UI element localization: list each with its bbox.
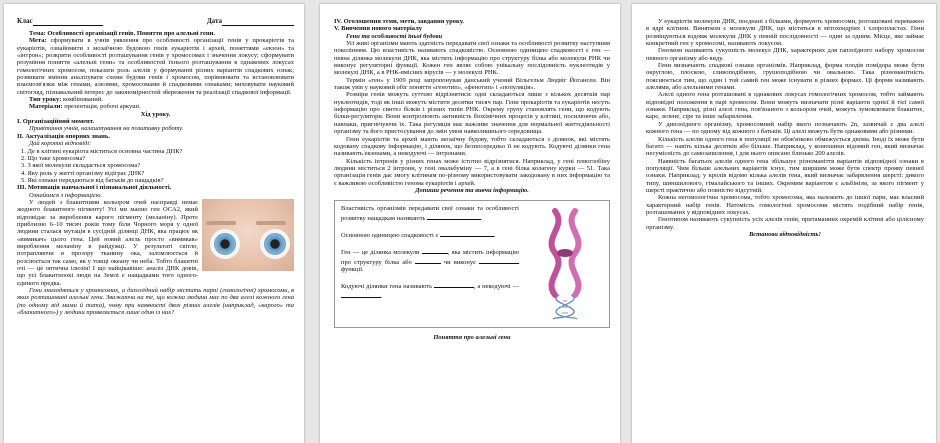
lesson-topic: Тема: Особливості організації генів. Поняття про алельні гени. [29, 30, 216, 37]
task-instruction: Допиши речення та вивчи інформацію. [415, 186, 529, 194]
subheading-genes: Гени та особливості їньої будови [346, 32, 443, 40]
answer-blank[interactable] [427, 213, 481, 220]
paragraph: Генотипом називають сукупність усіх алелів генів, притаманних окремій клітині або цілісному організму. [646, 216, 924, 231]
motivation-question: Гени знаходяться у хромосомах, а диплоїдний набір містить парні (гомологічні) хромосоми, в яких розташовані алельні гени. Зважаючи на те, що кожна людина має по два алелі кожного гена (по одному від мами й тата), чому при наявності двох різних алелів (наприклад, «карого» та «блакитного») у людини проявляється лише один із них? [17, 287, 294, 317]
fill-in-box [334, 200, 610, 328]
question-item: 4. Яку роль у житті організму відіграє ДНК? [21, 169, 145, 177]
document-page-2 [320, 4, 620, 443]
paragraph: Геномом називають сукупність молекул ДНК, характерних для гаплоїдного набору хромосом певного організму або виду. [646, 47, 924, 62]
answer-blank[interactable] [415, 257, 441, 264]
eye-left-icon [210, 229, 240, 259]
question-item: 2. Що таке хромосома? [21, 154, 86, 162]
paragraph: Гени еукаріотів та архей мають мозаїчну будову, тобто складаються з ділянок, які містять кодовану спадкову інформацію, і ділянок, що безпосередньо її не кодують. Кодуючі ділянки гена називають екзонами, а некодуючі — інтронами. [334, 135, 610, 158]
fill-sentence-1: Властивість організмів передавати свої ознаки та особливості розвитку нащадкам називають . [341, 205, 519, 222]
paragraph: Алелі одного гена розташовані в однакових локусах гомологічних хромосом, тобто займають відповідні положення в парі хромосом. Вони можуть визначати різні варіанти однієї й тієї самої ознаки. Наприклад, різні алелі гена, пов'язаного з кольором очей, можуть зумовлювати блакитне, каре, зелене, сіре та інше забарвлення. [646, 91, 924, 121]
section-1-note: Привітання учнів, налаштування на позитивну роботу. [29, 125, 184, 133]
section-2-heading: ІІ. Актуалізація опорних знань. [17, 132, 110, 140]
question-item: 5. Які ознаки передаються від батьків до нащадків? [21, 176, 164, 184]
question-item: 3. З якої молекули складається хромосома? [21, 162, 141, 170]
paragraph: У диплоїдного організму, хромосомний набір якого позначають 2n, зазвичай є два алелі кожного гена — по одному від кожного з батьків. Ці алелі можуть бути однаковими або різними. [646, 120, 924, 136]
answer-blank[interactable] [440, 230, 494, 237]
paragraph: Усі живі організми мають здатність передавати свої ознаки та особливості розвитку наступним поколінням. Цю властивість називають спадковістю. Основною одиницею спадковості є ген — певна ділянка молекули ДНК, яка містить інформацію про структуру білка або молекули РНК чи виконує регуляторні функції. Кожен ген являє собою унікальну послідовність нуклеотидів у молекулі ДНК, а в РНК-вмісних вірусів — у молекулі РНК. [334, 40, 610, 77]
eye-right-icon [260, 229, 290, 259]
blue-eyes-photo [202, 199, 294, 271]
subheading-alleles: Поняття про алельні гени [433, 334, 511, 342]
paragraph: У еукаріотів молекули ДНК, поєднані з білками, формують хромосоми, розташовані переважно в ядрі клітини. Винятком є молекули ДНК, що містяться в мітохондріях і хлоропластах. Гени розміщуються вздовж молекули ДНК у певній послідовності — один за одним. Місце, яке займає конкретний ген у хромосомі, називають локусом. [646, 18, 924, 48]
paragraph: Розміри генів можуть суттєво відрізнятися: одні складаються лише з кількох десятків пар нуклеотидів, тоді як інші можуть містити десятки тисяч пар. Гени прокаріотів та еукаріотів несуть інформацію про синтез білків і різних типів РНК. Окрему групу становлять гени, що кодують білки-регулятори. Вони контролюють активність біохімічних процесів у клітині, посилюючи або, навпаки, пригнічуючи їх. Така регуляція має важливе значення для нормальної життєдіяльності організму та його пристосування до змін умов навколишнього середовища. [334, 91, 610, 136]
fill-sentence-3: Ген — це ділянка молекули , яка містить інформацію про структуру білка або чи виконує функції. [341, 249, 519, 273]
paragraph: Кількість алелів одного гена в популяції не обов'язково обмежується двома. Іноді їх може бути багато — навіть кілька десятків або більше. Наприклад, у конюшини відомий ген, який визначає несумісність до самозапилення, і для нього описано близько 200 алелів. [646, 135, 924, 158]
class-field: Клас [17, 18, 103, 26]
section-3-note: Ознайомся з інформацією. [29, 191, 103, 199]
centromere [557, 249, 573, 257]
paragraph: Гени визначають спадкові ознаки організмів. Наприклад, форма плодів помідора може бути округлою, плоскою, сливоподібною, грушоподібною чи овальною. Така різноманітність пояснюється тим, що один і той самий ген може існувати в різних формах. Ці форми називають алелями, або алельними генами. [646, 62, 924, 92]
eyebrow-right [256, 221, 286, 225]
document-page-1 [4, 4, 304, 443]
section-2-note: Дай короткі відповіді: [29, 140, 92, 148]
fill-sentence-4: Кодуючі ділянки гена називають , а некодуючі — . [341, 283, 519, 300]
class-blank [33, 18, 103, 26]
lesson-materials: Матеріали: презентація, робочі аркуші. [29, 103, 141, 111]
date-blank [222, 18, 294, 26]
fill-sentence-2: Основною одиницею спадковості є . [341, 231, 496, 239]
header-row [17, 18, 294, 26]
question-item: 1. Де в клітині еукаріота міститься основна частина ДНК? [21, 147, 183, 155]
document-page-3 [632, 4, 936, 443]
answer-blank[interactable] [434, 281, 474, 288]
answer-blank[interactable] [422, 247, 448, 254]
date-field: Дата [207, 18, 294, 26]
answer-blank[interactable] [341, 291, 381, 298]
section-1-heading: І. Організаційний момент. [17, 118, 95, 126]
answer-blank[interactable] [479, 257, 519, 264]
lesson-goal: Мета: сформувати в учнів уявлення про особливості організації генів у прокаріотів та еукаріотів, ознайомити з мозаїчною будовою генів еукаріотів і архей, поняттями «екзон» та «інтрон»; розкрити особливості розташування генів у хромосомах і значення локусу; сформувати розуміння поняття «алельні гени» та особливостей їхнього розташування в однакових локусах гомологічних хромосом, показати роль алелів у формуванні різних варіантів спадкових ознак; розвивати вміння аналізувати схеми будови генів і хромосом, порівнювати та встановлювати взаємозв'язки між генами, алелями, хромосомами й спадковими ознаками; виховувати науковий світогляд, пізнавальний інтерес до закономірностей збереження та реалізації спадкової інформації. [17, 37, 295, 96]
paragraph: Термін «ген» у 1909 році запропонував данський учений Вільгельм Людвіг Йогансен. Він також увів у науковий обіг поняття «генотип», «фенотип» і «популяція». [334, 76, 610, 92]
lesson-type: Тип уроку: комбінований. [29, 96, 103, 104]
paragraph: Кожна негомологічна хромосома, тобто хромосома, яка належить до іншої пари, має власний характерний набір генів. Натомість гомологічні хромосоми містять подібний набір генів, розташованих у відповідних локусах. [646, 194, 924, 216]
section-5-heading: V. Вивчення нового матеріалу [334, 25, 423, 33]
chromosome-dna-illustration [525, 207, 605, 321]
paragraph: Кількість інтронів у різних генах може істотно відрізнятися. Наприклад, у гені гемоглобіну людини міститься 2 інтрони, у гені овальбуміну — 7, а в гені білка колагену курки — 51. Така організація генів дає змогу клітинам по-різному використовувати закодовану в них інформацію та є важливою особливістю генома еукаріотів і архей. [334, 157, 610, 187]
section-3-heading: ІІІ. Мотивація навчальної і пізнавальної діяльності. [17, 184, 172, 192]
eyes-block [17, 199, 294, 287]
lesson-course-heading: Хід уроку. [140, 110, 171, 118]
eyebrow-left [206, 221, 236, 225]
paragraph: Наявність багатьох алелів одного гена збільшує різноманіття варіантів відповідної ознаки в популяції. Чим більше алельних варіантів існує, тим ширшим може бути спектр прояву певної ознаки. Наприклад, у кролів відомо кілька алелів гена, який визначає забарвлення шерсті: дикого типу, шиншилового, гімалайського та інших. Окремим варіантом є альбінізм, за якого пігмент у шерсті практично або повністю відсутній. [646, 157, 924, 194]
question-list [17, 148, 294, 185]
eyes-text: У людей з блакитними кольором очей насправді немає жодного блакитного пігменту! Усі ми маємо ген OCA2, який відповідає за вироблення карого пігменту (меланіну). Проте приблизно 6–10 тисяч років тому біля Чорного моря у одної людини сталася мутація в сусідній ділянці ДНК, яка працює як «вимикач» цього гена. Цей новий алель просто «вимикав» вироблення меланіну в райдужці. У результаті світло, потрапляючи в прозору тканину ока, заломлюється й розсіюється так само, як у товщі океану чи неба. Тобто блакитні очі — це оптична ілюзія! І що найцікавіше: аналіз ДНК довів, що усі блакитноокі люди на Землі є нащадками того одного-єдиного предка. [17, 198, 198, 287]
section-4-heading: IV. Оголошення теми, мети, завдання уроку. [334, 18, 464, 25]
closing-task: Встанови відповідність! [748, 230, 822, 238]
